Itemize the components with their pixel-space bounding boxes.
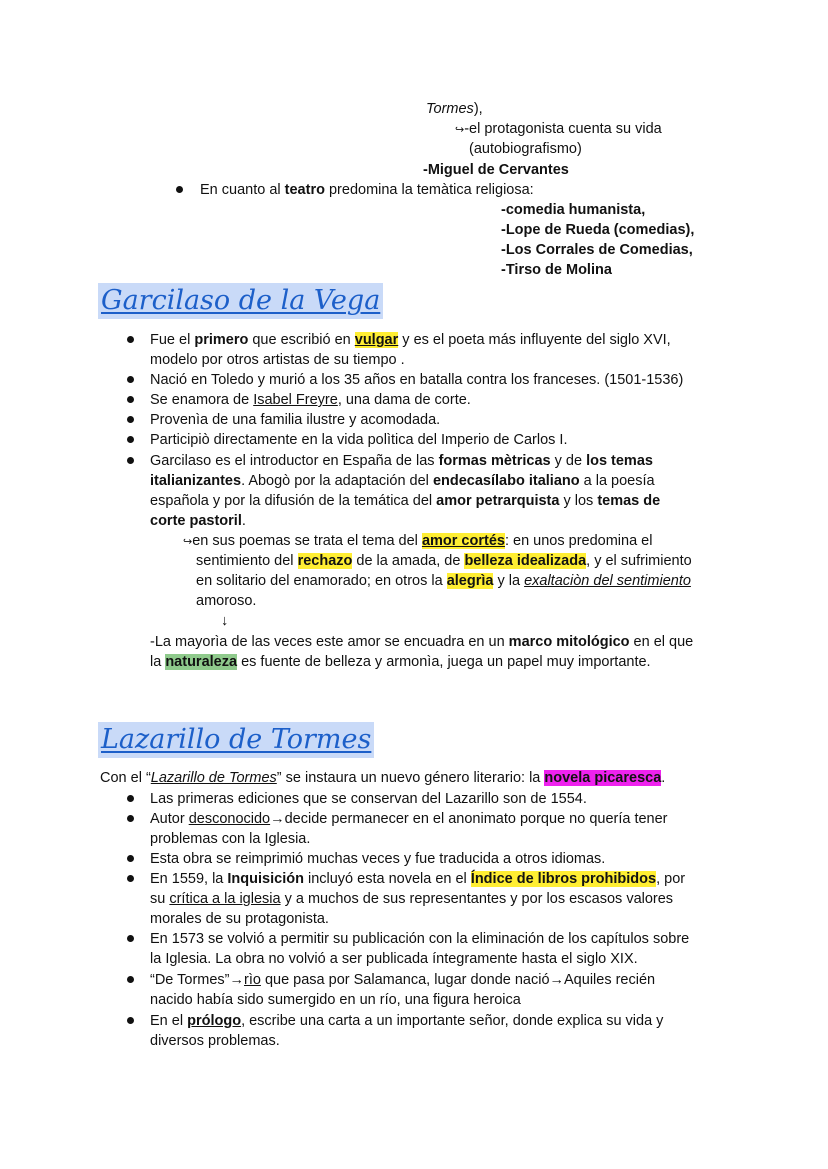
- text-line: [455, 119, 662, 140]
- list-item: [501, 220, 694, 240]
- underlined-term: crítica a la iglesia: [169, 891, 281, 907]
- text-fragment: , y el sufrimiento: [586, 553, 692, 569]
- emphasis: exaltaciòn del sentimiento: [524, 573, 691, 589]
- text-line: amoroso.: [196, 593, 257, 609]
- highlight: rechazo: [297, 553, 353, 569]
- list-item: [150, 451, 653, 471]
- highlight: novela picaresca: [544, 770, 662, 786]
- bullet-icon: [127, 976, 134, 983]
- text-fragment: , escribe una carta a un importante señor, donde explica su vida y: [241, 1013, 664, 1029]
- text-line: [150, 632, 693, 652]
- bullet-icon: [127, 855, 134, 862]
- list-item: [150, 869, 685, 889]
- list-item: [150, 970, 655, 990]
- text-fragment: incluyó esta novela en el: [303, 871, 471, 887]
- keyword: teatro: [284, 182, 325, 198]
- text-fragment: Autor: [150, 811, 189, 827]
- keyword: temas de: [597, 493, 661, 509]
- section-heading: Garcilaso de la Vega: [98, 283, 383, 319]
- text-line: [423, 160, 569, 180]
- list-text: -Lope de Rueda (comedias),: [501, 222, 695, 238]
- highlight: belleza idealizada: [464, 553, 587, 569]
- text-line: [150, 511, 246, 531]
- text-line: nacido había sido sumergido en un río, una figura heroica: [150, 992, 521, 1008]
- section-heading: Lazarillo de Tormes: [98, 722, 374, 758]
- text-fragment: y es el poeta más influyente del siglo XVI,: [398, 332, 671, 348]
- bullet-icon: [127, 935, 134, 942]
- text-fragment: y a muchos de sus representantes y por los escasos valores: [280, 891, 674, 907]
- text-line: diversos problemas.: [150, 1033, 280, 1049]
- text-line: [150, 652, 651, 672]
- text-fragment: ” se instaura un nuevo género literario: la: [276, 770, 545, 786]
- list-item: En 1573 se volvió a permitir su publicación con la eliminación de los capítulos sobre: [150, 931, 690, 947]
- underlined-term: rìo: [244, 972, 261, 988]
- text-fragment: la: [150, 654, 166, 670]
- list-text: -Tirso de Molina: [501, 262, 612, 278]
- text-fragment: que escribió en: [248, 332, 355, 348]
- text-fragment: sentimiento del: [196, 553, 298, 569]
- text-fragment: .: [241, 513, 246, 529]
- text-fragment: su: [150, 891, 170, 907]
- text-fragment: En el: [150, 1013, 188, 1029]
- text-fragment: ),: [473, 101, 483, 117]
- text-line: [426, 99, 483, 119]
- list-item: [501, 200, 645, 220]
- highlight: Índice de libros prohibidos: [470, 871, 657, 887]
- highlight: naturaleza: [165, 654, 238, 670]
- bullet-icon: [127, 376, 134, 383]
- text-fragment: Fue el: [150, 332, 195, 348]
- list-item: [200, 180, 534, 200]
- text-line: morales de su protagonista.: [150, 911, 329, 927]
- text-fragment: que pasa por Salamanca, lugar donde nació→Aquiles recién: [260, 972, 656, 988]
- text-fragment: Garcilaso es el introductor en España de las: [150, 453, 439, 469]
- keyword: endecasílabo italiano: [432, 473, 580, 489]
- text-fragment: en el que: [629, 634, 694, 650]
- bullet-icon: [127, 1017, 134, 1024]
- text-fragment: Con el “: [100, 770, 151, 786]
- list-item: [501, 260, 612, 280]
- underlined-term: desconocido: [188, 811, 271, 827]
- text-fragment: -el protagonista cuenta su vida: [464, 121, 662, 137]
- text-fragment: , por: [656, 871, 686, 887]
- text-fragment: En 1559, la: [150, 871, 228, 887]
- keyword: italianizantes: [150, 473, 242, 489]
- keyword: prólogo: [187, 1013, 242, 1029]
- bullet-icon: [127, 396, 134, 403]
- text-line: problemas con la Iglesia.: [150, 831, 311, 847]
- keyword: formas mètricas: [438, 453, 551, 469]
- arrow-icon: ↪: [455, 124, 465, 136]
- bullet-icon: [127, 815, 134, 822]
- text-line: modelo por otros artistas de su tiempo .: [150, 352, 405, 368]
- keyword: amor petrarquista: [436, 493, 560, 509]
- text-line: [196, 551, 692, 571]
- text-line: [150, 889, 673, 909]
- text-fragment: . Abogò por la adaptación del: [241, 473, 433, 489]
- text-fragment: y los: [559, 493, 598, 509]
- text-line: [150, 471, 655, 491]
- highlight: vulgar: [354, 332, 399, 348]
- bullet-icon: [127, 336, 134, 343]
- list-item: Nació en Toledo y murió a los 35 años en batalla contra los franceses. (1501-1536): [150, 372, 684, 388]
- list-item: Participiò directamente en la vida polìtica del Imperio de Carlos I.: [150, 432, 568, 448]
- text-fragment: de la amada, de: [352, 553, 465, 569]
- text-fragment: y la: [493, 573, 525, 589]
- bullet-icon: [127, 436, 134, 443]
- text-fragment: En cuanto al: [200, 182, 285, 198]
- text-fragment: “De Tormes”→: [150, 972, 244, 988]
- text-line: [150, 491, 660, 511]
- text-fragment: en solitario del enamorado; en otros la: [196, 573, 447, 589]
- intro-line: [100, 768, 665, 788]
- bullet-icon: [127, 416, 134, 423]
- text-line: (autobiografismo): [469, 141, 582, 157]
- list-item: [150, 809, 668, 829]
- text-fragment: española y por la difusión de la temática del: [150, 493, 437, 509]
- bullet-icon: [127, 795, 134, 802]
- person-name: Isabel Freyre: [253, 392, 338, 408]
- highlight: alegrìa: [446, 573, 494, 589]
- text-fragment: es fuente de belleza y armonìa, juega un papel muy importante.: [237, 654, 651, 670]
- keyword: los temas: [586, 453, 653, 469]
- highlight: amor cortés: [421, 533, 505, 549]
- text-line: [183, 531, 652, 552]
- keyword: primero: [194, 332, 249, 348]
- list-item: Las primeras ediciones que se conservan del Lazarillo son de 1554.: [150, 791, 587, 807]
- list-item: [150, 330, 671, 350]
- list-text: -Los Corrales de Comedias,: [501, 242, 693, 258]
- text-fragment: a la poesía: [579, 473, 655, 489]
- text-fragment: .: [661, 770, 666, 786]
- text-fragment: predomina la temàtica religiosa:: [324, 182, 534, 198]
- work-title: Tormes: [426, 101, 474, 117]
- text-fragment: : en unos predomina el: [504, 533, 653, 549]
- author-name: -Miguel de Cervantes: [423, 162, 569, 178]
- list-item: [150, 1011, 663, 1031]
- keyword: Inquisición: [227, 871, 304, 887]
- text-fragment: y de: [550, 453, 587, 469]
- text-fragment: Se enamora de: [150, 392, 254, 408]
- keyword: marco mitológico: [508, 634, 630, 650]
- bullet-icon: [176, 186, 183, 193]
- list-item: Esta obra se reimprimió muchas veces y fue traducida a otros idiomas.: [150, 851, 606, 867]
- arrow-icon: ↪: [183, 536, 193, 548]
- list-item: [501, 240, 693, 260]
- text-fragment: -La mayorìa de las veces este amor se encuadra en un: [150, 634, 509, 650]
- list-text: -comedia humanista,: [501, 202, 646, 218]
- text-line: [196, 571, 691, 591]
- list-item: Provenìa de una familia ilustre y acomodada.: [150, 412, 441, 428]
- text-fragment: →decide permanecer en el anonimato porque no quería tener: [270, 811, 668, 827]
- list-item: [150, 390, 471, 410]
- down-arrow-icon: ↓: [221, 613, 229, 629]
- bullet-icon: [127, 457, 134, 464]
- text-fragment: en sus poemas se trata el tema del: [192, 533, 422, 549]
- keyword: corte pastoril: [150, 513, 242, 529]
- text-line: la Iglesia. La obra no volvió a ser publicada íntegramente hasta el siglo XIX.: [150, 951, 638, 967]
- work-title: Lazarillo de Tormes: [150, 770, 277, 786]
- text-fragment: , una dama de corte.: [337, 392, 471, 408]
- bullet-icon: [127, 875, 134, 882]
